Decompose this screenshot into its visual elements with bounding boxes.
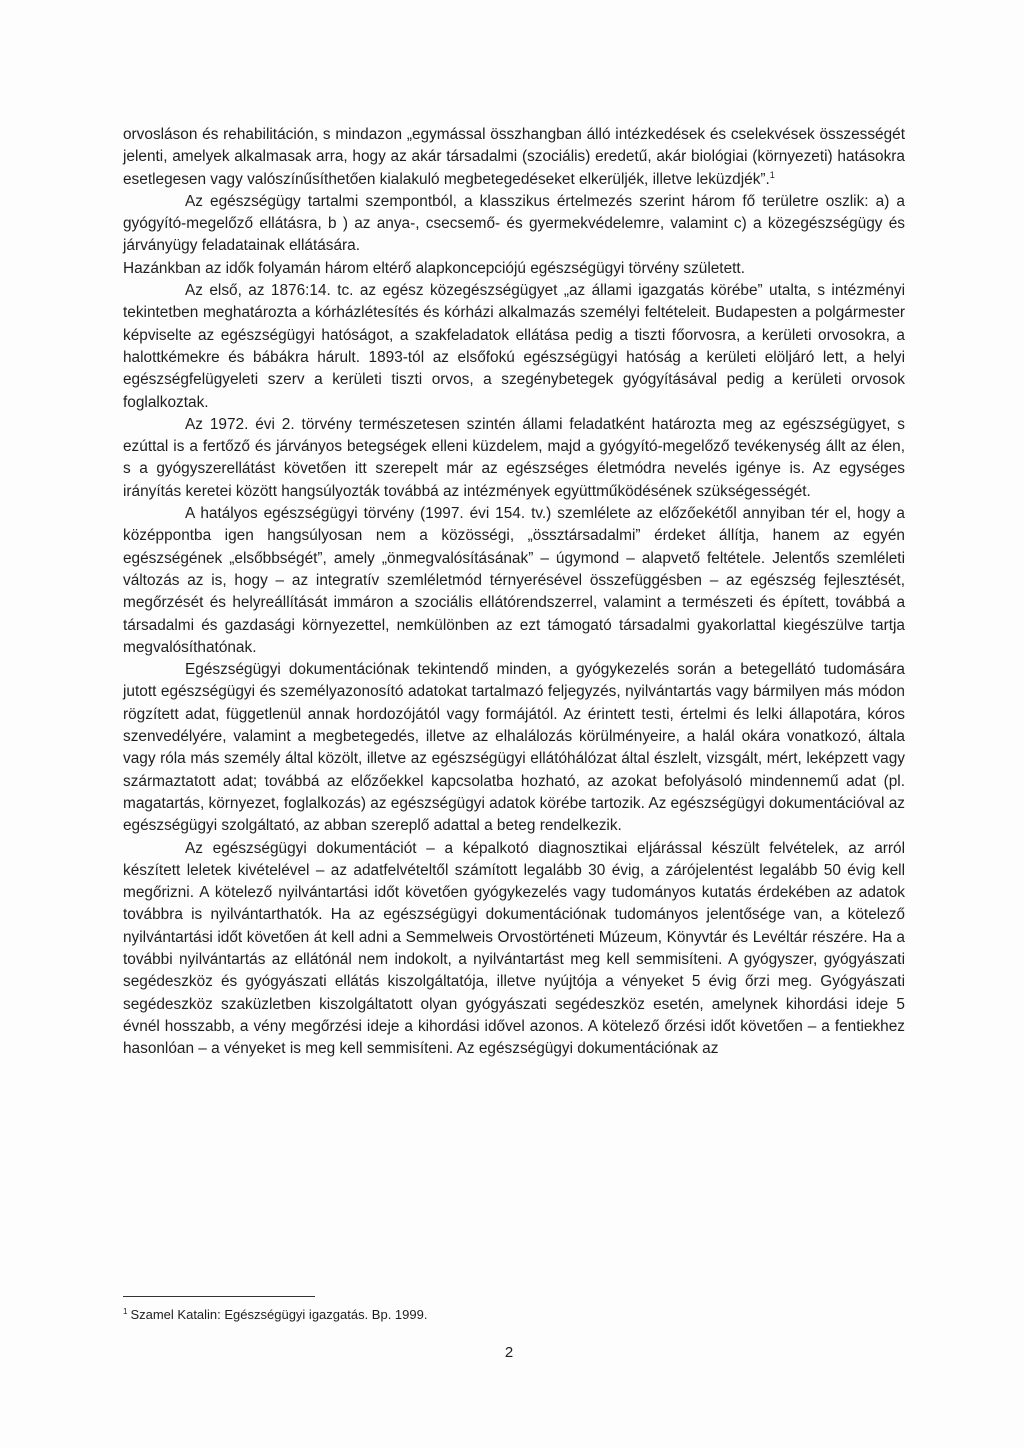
paragraph-1-text: orvosláson és rehabilitáción, s mindazon „egymással összhangban álló intézkedések és cselekvések összességét jelenti, amelyek alkalmasak arra, hogy az akár társadalmi (szociális) eredetű, akár biológiai (környezeti) hatásokra esetlegesen vagy valószínűsíthetően kialakuló megbetegedéseket elkerüljék, illetve leküzdjék”. xyxy=(123,126,905,188)
paragraph-4: Az első, az 1876:14. tc. az egész közegészségügyet „az állami igazgatás körébe” utalta, s intézményi tekintetben meghatározta a kórházlétesítés és kórházi alkalmazás személyi feltételeit. Budapesten a polgármester képviselte az egészségügyi hatóságot, a szakfeladatok ellátása pedig a tiszti főorvosra, a kerületi orvosokra, a halottkémekre és bábákra hárult. 1893-tól az elsőfokú egészségügyi hatóság a kerületi elöljáró lett, a helyi egészségfelügyeleti szerv a kerületi tiszti orvos, a szegénybetegek gyógyításával pedig a kerületi orvosok foglalkoztak. xyxy=(123,282,905,411)
paragraph-5: Az 1972. évi 2. törvény természetesen szintén állami feladatként határozta meg az egészségügyet, s ezúttal is a fertőző és járványos betegségek elleni küzdelem, majd a gyógyító-megelőző tevékenység állt az élen, s a gyógyszerellátást követően itt szerepelt már az egészséges életmódra nevelés igénye is. Az egységes irányítás keretei között hangsúlyozták továbbá az intézmények együttműködésének szükségességét. xyxy=(123,415,905,500)
footnote-divider xyxy=(123,1296,315,1297)
page-number-text: 2 xyxy=(504,1344,514,1361)
paragraph-3: Hazánkban az idők folyamán három eltérő alapkoncepciójú egészségügyi törvény született. xyxy=(123,259,745,277)
footnote-reference: 1 xyxy=(769,169,775,180)
paragraph-1 xyxy=(123,124,905,191)
paragraph-2: Az egészségügy tartalmi szempontból, a klasszikus értelmezés szerint három fő területre oszlik: a) a gyógyító-megelőző ellátásra, b ) az anya-, csecsemő- és gyermekvédelemre, valamint c) a közegészségügy és járványügy feladatainak ellátására. xyxy=(123,192,905,255)
page-number xyxy=(0,1344,1024,1361)
footnote-text: Szamel Katalin: Egészségügyi igazgatás. Bp. 1999. xyxy=(130,1307,428,1322)
footnote-number: 1 xyxy=(123,1306,128,1316)
body-text xyxy=(123,124,905,1060)
paragraph-8: Az egészségügyi dokumentációt – a képalkotó diagnosztikai eljárással készült felvételek, az arról készített leletek kivételével – az adatfelvételtől számított legalább 30 évig, a zárójelentést legalább 50 évig kell megőrizni. A kötelező nyilvántartási időt követően gyógykezelés vagy tudományos kutatás érdekében az adatok továbbra is nyilvántarthatók. Ha az egészségügyi dokumentációnak tudományos jelentősége van, a kötelező nyilvántartási időt követően át kell adni a Semmelweis Orvostörténeti Múzeum, Könyvtár és Levéltár részére. Ha a további nyilvántartás az ellátónál nem indokolt, a nyilvántartást meg kell semmisíteni. A gyógyszer, gyógyászati segédeszköz és gyógyászati ellátás kiszolgáltatója, illetve nyújtója a vényeket 5 évig őrzi meg. Gyógyászati segédeszköz szaküzletben kiszolgáltatott olyan gyógyászati segédeszköz esetén, amelynek kihordási ideje 5 évnél hosszabb, a vény megőrzési ideje a kihordási idővel azonos. A kötelező őrzési időt követően – a fentiekhez hasonlóan – a vényeket is meg kell semmisíteni. Az egészségügyi dokumentációnak az xyxy=(123,839,905,1058)
paragraph-7: Egészségügyi dokumentációnak tekintendő minden, a gyógykezelés során a betegellátó tudomására jutott egészségügyi és személyazonosító adatokat tartalmazó feljegyzés, nyilvántartás vagy bármilyen más módon rögzített adat, függetlenül annak hordozójától vagy formájától. Az érintett testi, értelmi és lelki állapotára, kóros szenvedélyére, valamint a megbetegedés, illetve az elhalálozás körülményeire, a halál okára vonatkozó, általa vagy róla más személy által közölt, illetve az egészségügyi ellátóhálózat által észlelt, vizsgált, mért, leképzett vagy származtatott adat; továbbá az előzőekkel kapcsolatba hozható, az azokat befolyásoló mindennemű adat (pl. magatartás, környezet, foglalkozás) az egészségügyi adatok körébe tartozik. Az egészségügyi dokumentációval az egészségügyi szolgáltató, az abban szereplő adattal a beteg rendelkezik. xyxy=(123,661,905,835)
paragraph-6: A hatályos egészségügyi törvény (1997. évi 154. tv.) szemlélete az előzőekétől annyiban tér el, hogy a középpontba igen hangsúlyosan nem a közösségi, „össztársadalmi” érdeket állítja, hanem az egyén egészségének „elsőbbségét”, amely „önmegvalósításának” – úgymond – alapvető feltétele. Jelentős szemléleti változás az is, hogy – az integratív szemléletmód térnyerésével összefüggésben – az egészség fejlesztését, megőrzését és helyreállítását immáron a szociális ellátórendszerrel, valamint a természeti és épített, továbbá a társadalmi és gazdasági környezettel, nemkülönben az ezt támogató társadalmi gyakorlattal kiegészülve tartja megvalósíthatónak. xyxy=(123,505,905,656)
footnote xyxy=(123,1306,723,1324)
